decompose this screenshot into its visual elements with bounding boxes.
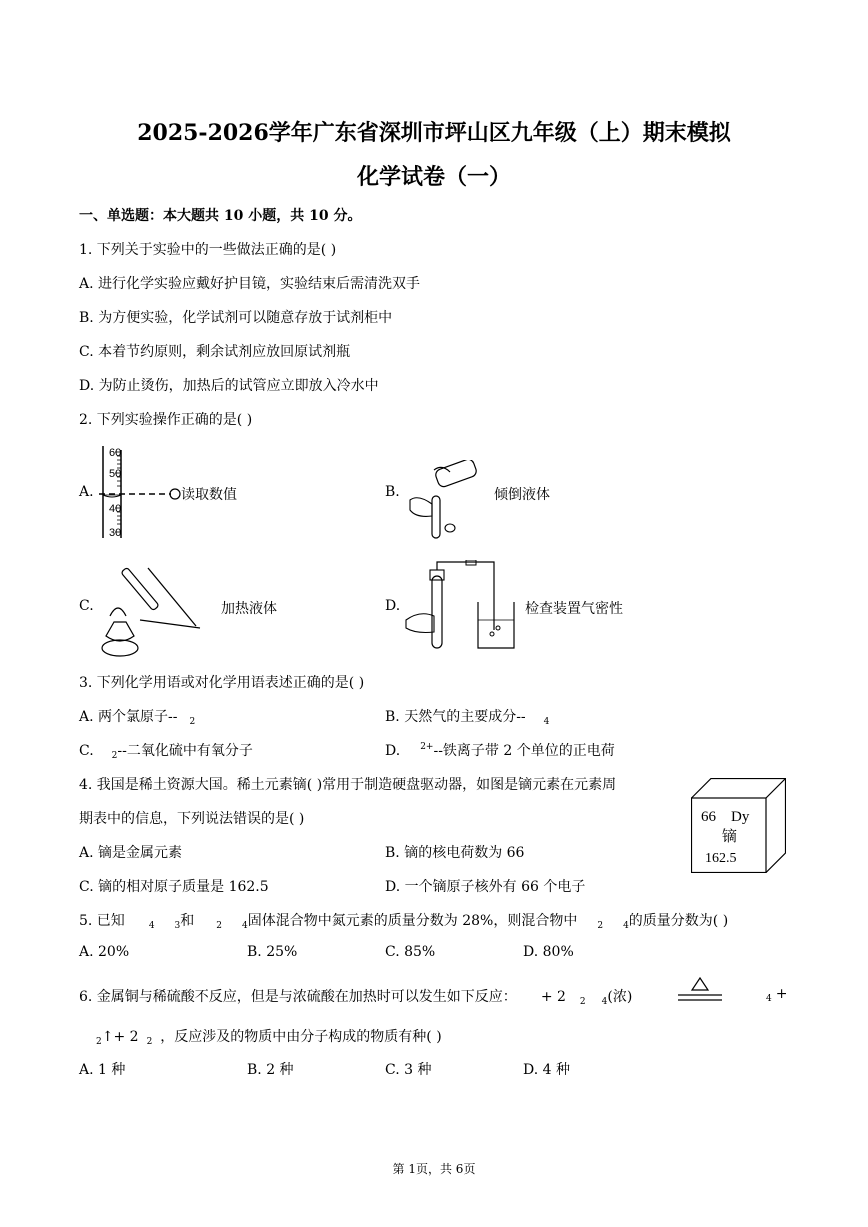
element-mass: 162.5 — [705, 851, 737, 866]
airtightness-check-figure — [404, 560, 520, 652]
q6-eq-product-sub: 4 — [766, 994, 772, 1004]
q6-eq-sub4: 4 — [601, 997, 608, 1007]
q1-option-d: D. 为防止烫伤，加热后的试管应立即放入冷水中 — [79, 378, 379, 394]
cylinder-tick-60: 60 — [109, 447, 122, 459]
q2-stem: 2. 下列实验操作正确的是( ) — [79, 412, 253, 428]
q6-stem-line2 — [96, 1026, 442, 1047]
q5-stem-pre: 5. 已知 — [79, 913, 125, 929]
q6-option-d: D. 4 种 — [523, 1062, 570, 1078]
q5-sub-4: 4 — [242, 921, 248, 931]
heating-liquid-figure — [96, 556, 204, 660]
exam-title-line2: 化学试卷（一） — [356, 164, 511, 190]
q3-stem: 3. 下列化学用语或对化学用语表述正确的是( ) — [79, 675, 365, 691]
heating-condition-symbol — [676, 976, 724, 1006]
q1-option-b: B. 为方便实验，化学试剂可以随意存放于试剂柜中 — [79, 310, 393, 326]
q2-option-c-label: C. — [79, 598, 94, 614]
cylinder-tick-50: 50 — [109, 468, 122, 480]
q5-stem-mid: 固体混合物中氮元素的质量分数为 28%，则混合物中 — [247, 913, 578, 929]
q2-option-b-label: B. — [385, 484, 400, 500]
q6-line2-mid: ↑+ 2 — [101, 1029, 139, 1045]
q3-option-d-prefix: D. — [385, 743, 401, 759]
q3-option-c — [79, 740, 253, 761]
q4-option-a: A. 镝是金属元素 — [79, 845, 183, 861]
q3-option-b-text: B. 天然气的主要成分-- — [385, 709, 526, 725]
q2-option-d-label: D. — [385, 598, 401, 614]
q6-eq-conc: (浓) — [607, 989, 633, 1005]
q6-option-c: C. 3 种 — [385, 1062, 432, 1078]
q4-option-d: D. 一个镝原子核外有 66 个电子 — [385, 879, 586, 895]
q5-option-d: D. 80% — [523, 944, 574, 960]
q4-option-c: C. 镝的相对原子质量是 162.5 — [79, 879, 269, 895]
q6-line2-sub: 2 — [96, 1037, 102, 1047]
q1-stem: 1. 下列关于实验中的一些做法正确的是( ) — [79, 242, 337, 258]
q1-option-c: C. 本着节约原则，剩余试剂应放回原试剂瓶 — [79, 344, 351, 360]
q4-stem-line1: 4. 我国是稀土资源大国。稀土元素镝( )常用于制造硬盘驱动器，如图是镝元素在元素周 — [79, 777, 617, 793]
q6-eq-product — [766, 986, 787, 1004]
q4-option-b: B. 镝的核电荷数为 66 — [385, 845, 525, 861]
exam-title-line1: 2025-2026学年广东省深圳市坪山区九年级（上）期末模拟 — [137, 120, 731, 146]
q6-eq-plus2: + 2 — [540, 989, 566, 1005]
q4-stem-line2: 期表中的信息，下列说法错误的是( ) — [79, 811, 305, 827]
q5-sub-6: 4 — [623, 921, 629, 931]
q5-option-b: B. 25% — [247, 944, 298, 960]
q6-option-a: A. 1 种 — [79, 1062, 126, 1078]
q5-sub-5: 2 — [597, 921, 604, 931]
q3-option-b-subscript: 4 — [543, 717, 550, 727]
q6-eq-plus: + — [775, 986, 788, 1002]
q5-stem — [79, 910, 728, 931]
q5-option-a: A. 20% — [79, 944, 130, 960]
element-number: 66 — [701, 809, 716, 825]
q5-option-c: C. 85% — [385, 944, 436, 960]
q3-option-d-superscript: 2+ — [420, 742, 434, 752]
q3-option-b — [385, 706, 549, 727]
q3-option-c-text: --二氧化硫中有氧分子 — [117, 743, 253, 759]
element-symbol: Dy — [731, 809, 750, 825]
pouring-liquid-figure — [404, 460, 488, 540]
q3-option-c-subscript: 2 — [111, 751, 118, 761]
q6-line2-sub2: 2 — [146, 1037, 153, 1047]
graduated-cylinder-figure — [95, 444, 185, 540]
q5-stem-end: 的质量分数为( ) — [628, 913, 729, 929]
q3-option-a-subscript: 2 — [189, 717, 196, 727]
q2-option-a-label: A. — [79, 484, 94, 500]
cylinder-tick-40: 40 — [109, 503, 122, 515]
q1-option-a: A. 进行化学实验应戴好护目镜，实验结束后需清洗双手 — [79, 276, 421, 292]
q5-and: 和 — [180, 913, 195, 929]
cylinder-tick-30: 30 — [109, 527, 122, 539]
q2-option-c-text: 加热液体 — [221, 601, 277, 617]
q6-stem-line1 — [79, 986, 632, 1007]
q6-option-b: B. 2 种 — [247, 1062, 294, 1078]
q2-option-b-text: 倾倒液体 — [494, 487, 550, 503]
q3-option-d — [385, 740, 615, 760]
q3-option-d-text: --铁离子带 2 个单位的正电荷 — [433, 743, 615, 759]
q6-stem-text: 6. 金属铜与稀硫酸不反应，但是与浓硫酸在加热时可以发生如下反应： — [79, 989, 517, 1005]
element-card-dysprosium — [691, 778, 786, 873]
element-name: 镝 — [722, 827, 738, 845]
q2-option-d-text: 检查装置气密性 — [525, 601, 623, 617]
q6-line2-end: ，反应涉及的物质中由分子构成的物质有种( ) — [160, 1029, 442, 1045]
page-footer: 第 1页，共 6页 — [392, 1162, 476, 1176]
q3-option-a — [79, 706, 195, 727]
q3-option-c-prefix: C. — [79, 743, 94, 759]
q3-option-a-text: A. 两个氯原子-- — [79, 709, 178, 725]
q5-sub-3: 2 — [216, 921, 223, 931]
q6-eq-sub2: 2 — [579, 997, 586, 1007]
q5-sub-2: 3 — [174, 921, 181, 931]
q5-sub-1: 4 — [148, 921, 155, 931]
q2-option-a-text: 读取数值 — [181, 487, 237, 503]
section-heading: 一、单选题：本大题共 10 小题，共 10 分。 — [79, 208, 362, 224]
